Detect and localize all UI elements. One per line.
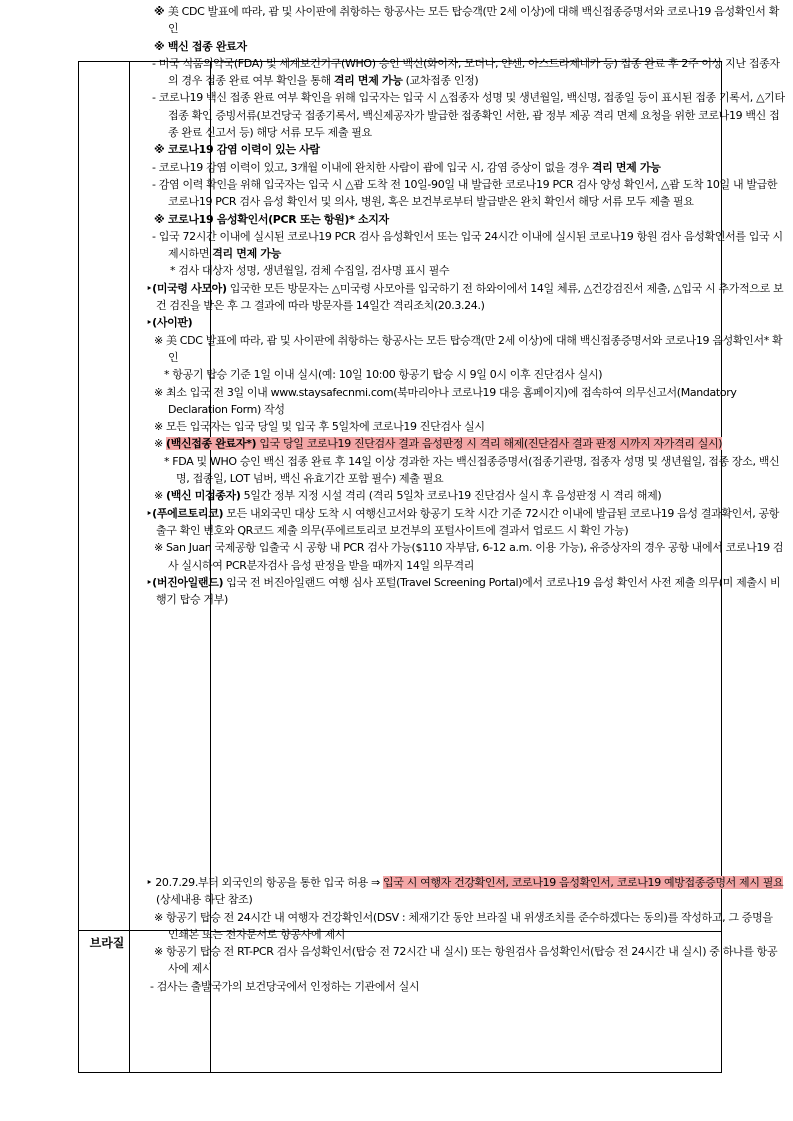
text-run: 美 CDC 발표에 따라, 괌 및 사이판에 취항하는 항공사는 모든 탑승객(만 2세 이상)에 대해 백신접종증명서와 코로나19 음성확인서 확인 — [167, 5, 779, 36]
section2-paragraph — [146, 874, 785, 909]
text-run: (백신 미접종자) — [166, 489, 241, 503]
text-run: ‣ — [146, 281, 153, 295]
section1-paragraph — [146, 159, 785, 176]
text-run: ※ 코로나19 음성확인서(PCR 또는 항원)* 소지자 — [154, 212, 389, 226]
section1-paragraph — [146, 384, 785, 419]
section1-paragraph — [146, 211, 785, 228]
section1-paragraph — [146, 228, 785, 263]
section1-paragraph — [146, 505, 785, 540]
text-run: (푸에르토리코) — [152, 506, 224, 520]
text-run: ‣ — [146, 506, 153, 520]
text-run: ‣ — [146, 575, 153, 589]
text-run: ※ 항공기 탑승 전 RT-PCR 검사 음성확인서(탑승 전 72시간 내 실시) 또는 항원검사 음성확인서(탑승 전 24시간 내 실시) 중 하나를 항공사에 제시 — [154, 945, 778, 976]
section1-paragraph — [146, 38, 785, 55]
text-run: 입국 전 버진아일랜드 여행 심사 포털(Travel Screening Portal)에서 코로나19 음성 확인서 사전 제출 의무(미 제출시 비행기 탑승 거부) — [156, 575, 781, 607]
text-run: ‣ 20.7.29.부터 외국인의 항공을 통한 입국 허용 ⇒ — [146, 876, 383, 889]
text-run: 격리 면제 가능 — [591, 160, 661, 174]
brazil-content — [146, 874, 785, 995]
section1-paragraph — [146, 539, 785, 574]
section1-paragraph — [146, 418, 785, 435]
section1-paragraph — [146, 435, 785, 452]
section2-paragraph — [146, 978, 785, 995]
text-run: 모든 내외국민 대상 도착 시 여행신고서와 항공기 도착 시간 기준 72시간 이내에 발급된 코로나19 음성 결과확인서, 공항 출구 확인 번호와 QR코드 제출 의무(푸에르토리코 보건부의 포털사이트에 결과서 업로드 시 확인 가능) — [156, 506, 780, 537]
section1-paragraph — [146, 262, 785, 279]
text-run: 격리 면제 가능 — [333, 74, 403, 88]
section2-paragraph — [146, 943, 785, 978]
text-run: ※ 백신 접종 완료자 — [154, 39, 247, 53]
text-run: ※ 코로나19 감염 이력이 있는 사람 — [154, 143, 320, 157]
text-run: ※ — [154, 5, 168, 18]
text-run: 5일간 정부 지정 시설 격리 (격리 5일차 코로나19 진단검사 실시 후 음성판정 시 격리 해제) — [240, 489, 662, 503]
text-run: - 입국 72시간 이내에 실시된 코로나19 PCR 검사 음성확인서 또는 입국 24시간 이내에 실시된 코로나19 항원 검사 음성확인서를 입국 시 제시하면 — [152, 229, 783, 261]
text-run: - 미국 식품의약국(FDA) 및 세계보건기구(WHO) 승인 백신(화이자, 모더나, 얀센, 아스트라제네카 등) 접종 완료 후 2주 이상 지난 접종자의 경우 접종 완료 여부 확인을 통해 — [152, 56, 780, 88]
section1-paragraph — [146, 574, 785, 609]
section1-paragraph — [146, 453, 785, 488]
text-run: (교차접종 인정) — [402, 74, 479, 88]
text-run: ‣ — [146, 316, 153, 330]
text-run: (버진아일랜드) — [152, 575, 224, 589]
text-run: (사이판) — [152, 316, 193, 330]
text-run: 입국 시 여행자 건강확인서, 코로나19 음성확인서, 코로나19 예방접종증명서 제시 필요 — [383, 876, 784, 889]
section1-paragraph — [146, 366, 785, 383]
text-run: * FDA 및 WHO 승인 백신 접종 완료 후 14일 이상 경과한 자는 백신접종증명서(접종기관명, 접종자 성명 및 생년월일, 접종 장소, 백신명, 접종일, LOT 넘버, 백신 유효기간 포함 필수) 제출 필요 — [164, 454, 780, 486]
text-run: - 검사는 출발국가의 보건당국에서 인정하는 기관에서 실시 — [150, 979, 420, 993]
section1-paragraph — [146, 55, 785, 90]
text-run: - 코로나19 백신 접종 완료 여부 확인을 위해 입국자는 입국 시 △접종자 성명 및 생년월일, 백신명, 접종일 등이 표시된 접종 기록서, △기타 접종 확인 증빙서류(보건당국 접종기록서, 백신제공자가 발급한 접종확인 서한, 괌 정부 제공 격리 면제 요청을 위한 코로나19 백신 접종 완료 신고서 등) 해당 서류 모두 제출 필요 — [152, 91, 785, 140]
text-run: ※ — [154, 437, 167, 451]
text-run: ※ 美 CDC 발표에 따라, 괌 및 사이판에 취항하는 항공사는 모든 탑승객(만 2세 이상)에 대해 백신접종증명서와 코로나19 음성확인서* 확인 — [154, 333, 783, 364]
usa-territories-content — [146, 3, 785, 608]
text-run: (미국령 사모아) — [152, 281, 227, 295]
text-run: - 코로나19 감염 이력이 있고, 3개월 이내에 완치한 사람이 괌에 입국 시, 감염 증상이 없을 경우 — [152, 160, 592, 174]
text-run: - 감염 이력 확인을 위해 입국자는 입국 시 △괌 도착 전 10일-90일 내 발급한 코로나19 PCR 검사 양성 확인서, △괌 도착 10일 내 발급한 코로나19 PCR 검사 음성 확인서 및 의사, 병원, 혹은 보건부로부터 발급받은 완치 확인서 해당 서류 모두 제출 필요 — [152, 177, 778, 209]
text-run: 격리 면제 가능 — [212, 247, 281, 261]
text-run: ※ 항공기 탑승 전 24시간 내 여행자 건강확인서(DSV : 체재기간 동안 브라질 내 위생조치를 준수하겠다는 동의)를 작성하고, 그 증명을 인쇄본 또는 전자문서로 항공사에 제시 — [154, 910, 773, 941]
text-run: (상세내용 하단 참조) — [156, 893, 253, 907]
section1-paragraph — [146, 176, 785, 211]
section1-paragraph — [146, 332, 785, 367]
text-run: ※ 모든 입국자는 입국 당일 및 입국 후 5일차에 코로나19 진단검사 실시 — [154, 420, 485, 434]
text-run: ※ — [154, 489, 167, 503]
section1-paragraph — [146, 141, 785, 158]
country-label-brazil: 브라질 — [89, 936, 125, 950]
section1-paragraph — [146, 314, 785, 331]
text-run: (백신접종 완료자*) 입국 당일 코로나19 진단검사 결과 음성판정 시 격리 해제(진단검사 결과 판정 시까지 자가격리 실시) — [166, 437, 723, 451]
section1-paragraph — [146, 3, 785, 38]
section1-paragraph — [146, 280, 785, 315]
text-run: ※ San Juan 국제공항 입출국 시 공항 내 PCR 검사 가능($110 자부담, 6-12 a.m. 이용 가능), 유증상자의 경우 공항 내에서 코로나19 검사 실시하여 PCR분자검사 음성 판정을 받을 때까지 14일 의무격리 — [154, 541, 784, 572]
text-run: ※ 최소 입국 전 3일 이내 www.staysafecnmi.com(북마리아나 코로나19 대응 홈페이지)에 접속하여 의무신고서(Mandatory Declaration Form) 작성 — [154, 385, 737, 416]
section1-paragraph — [146, 89, 785, 141]
section2-paragraph — [146, 909, 785, 944]
column-divider-1 — [129, 62, 130, 1072]
text-run: * 검사 대상자 성명, 생년월일, 검체 수집일, 검사명 표시 필수 — [170, 264, 450, 278]
text-run: * 항공기 탑승 기준 1일 이내 실시(예: 10일 10:00 항공기 탑승 시 9일 0시 이후 진단검사 실시) — [164, 368, 603, 382]
text-run: 입국한 모든 방문자는 △미국령 사모아를 입국하기 전 하와이에서 14일 체류, △건강검진서 제출, △입국 시 추가적으로 보건 검진을 받은 후 그 결과에 따라 방문자를 14일간 격리조치(20.3.24.) — [156, 281, 784, 313]
section1-paragraph — [146, 487, 785, 504]
